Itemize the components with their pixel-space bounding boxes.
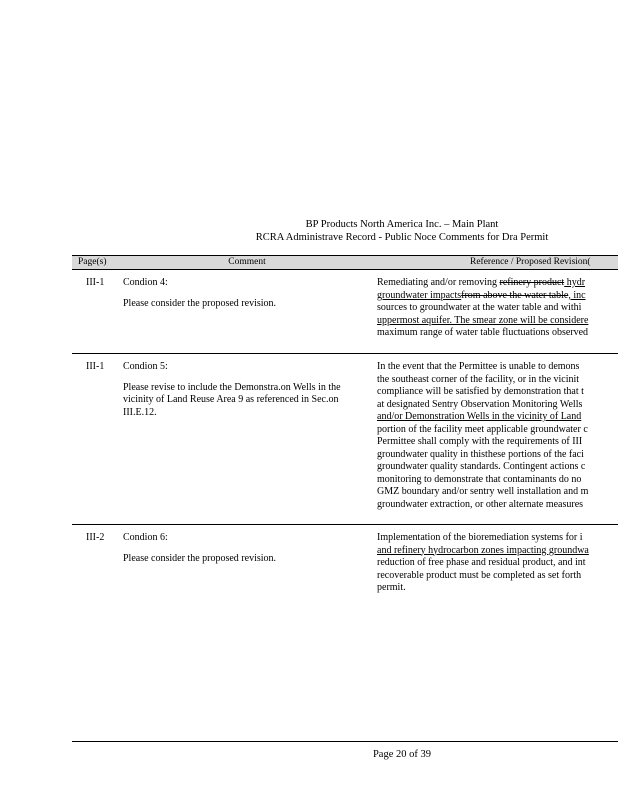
ref-line: at designated Sentry Observation Monitoring Wells xyxy=(377,398,583,410)
comment-title: Condion 4: xyxy=(123,277,168,288)
ref-line: In the event that the Permittee is unable to demons xyxy=(377,361,580,372)
row-comment xyxy=(120,525,374,615)
row-comment xyxy=(120,354,374,524)
ref-line: recoverable product must be completed as set forth xyxy=(377,569,582,581)
row-reference xyxy=(374,525,618,615)
table-row xyxy=(72,354,618,525)
comment-body: Please revise to include the Demonstra.on Wells in the vicinity of Land Reuse Area 9 as referenced in Sec.on III.E.12. xyxy=(123,381,341,418)
ref-line: portion of the facility meet applicable groundwater c xyxy=(377,423,588,435)
row-page: III-1 xyxy=(86,361,105,372)
row-reference xyxy=(374,354,618,524)
comment-body: Please consider the proposed revision. xyxy=(123,552,277,564)
comment-title: Condion 6: xyxy=(123,532,168,543)
header-record-title: RCRA Administrave Record - Public Noce Comments for Dra Permit xyxy=(255,232,549,243)
footer-rule xyxy=(72,741,618,742)
ref-line: groundwater extraction, or other alternate measures xyxy=(377,498,584,510)
ref-line: reduction of free phase and residual product, and int xyxy=(377,557,586,568)
ref-line: the southeast corner of the facility, or in the vicinit xyxy=(377,373,580,385)
ref-line: maximum range of water table fluctuations observed xyxy=(377,327,589,338)
row-comment xyxy=(120,270,374,353)
comment-title: Condion 5: xyxy=(123,361,168,372)
col-header-comment: Comment xyxy=(228,257,266,267)
ref-line: and refinery hydrocarbon zones impacting groundwa xyxy=(377,544,589,556)
ref-line: Remediating and/or removing refinery product hydr xyxy=(377,277,586,288)
row-reference xyxy=(374,270,618,353)
row-page: III-2 xyxy=(86,532,105,543)
table-header xyxy=(72,255,618,270)
ref-line: permit. xyxy=(377,582,406,593)
table-row xyxy=(72,525,618,615)
document-header xyxy=(72,218,618,244)
comment-body: Please consider the proposed revision. xyxy=(123,297,277,309)
ref-line: groundwater impactsfrom above the water table, inc xyxy=(377,289,586,301)
ref-line: groundwater quality in thisthese portions of the faci xyxy=(377,448,584,460)
ref-line: compliance will be satisfied by demonstration that t xyxy=(377,386,584,397)
ref-line: uppermost aquifer. The smear zone will be considere xyxy=(377,314,589,326)
ref-line: groundwater quality standards. Contingent actions c xyxy=(377,461,586,472)
ref-line: Implementation of the bioremediation systems for i xyxy=(377,532,583,543)
ref-line: Permittee shall comply with the requirements of III xyxy=(377,436,583,447)
ref-line: and/or Demonstration Wells in the vicinity of Land xyxy=(377,411,582,422)
col-header-reference: Reference / Proposed Revision( xyxy=(470,257,591,267)
ref-line: sources to groundwater at the water table and withi xyxy=(377,302,582,313)
ref-line: GMZ boundary and/or sentry well installation and m xyxy=(377,486,589,497)
header-company: BP Products North America Inc. – Main Plant xyxy=(305,219,499,230)
page-number: Page 20 of 39 xyxy=(372,749,432,760)
table-row xyxy=(72,270,618,354)
comments-table xyxy=(72,255,618,615)
row-page: III-1 xyxy=(86,277,105,288)
ref-line: monitoring to demonstrate that contaminants do no xyxy=(377,473,582,485)
col-header-page: Page(s) xyxy=(78,257,107,267)
